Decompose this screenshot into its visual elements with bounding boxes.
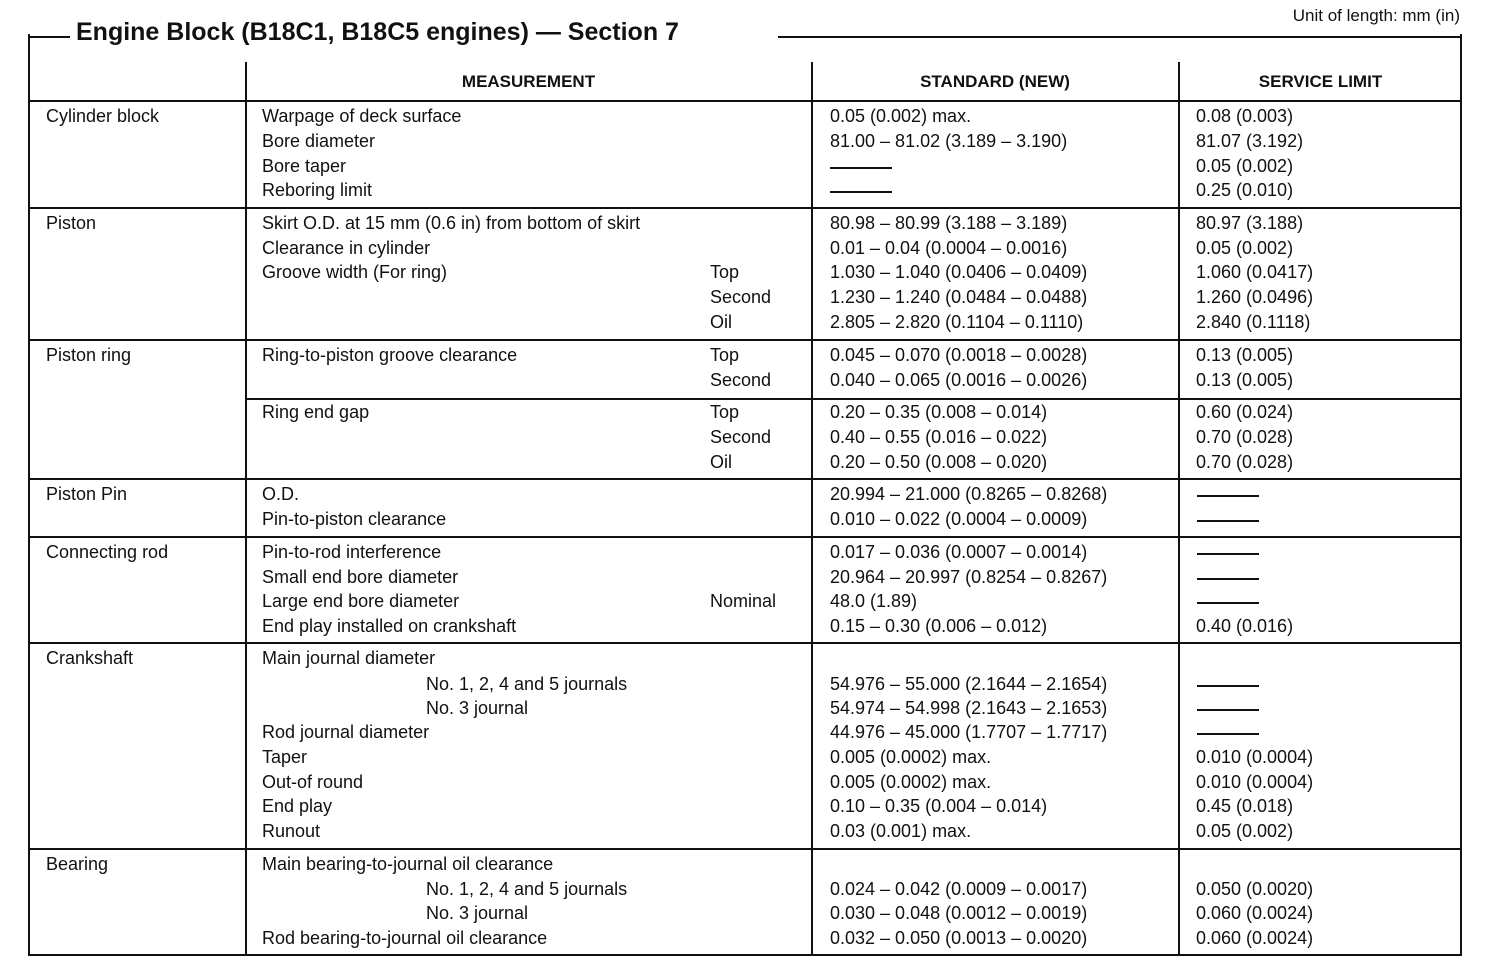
qualifier-cell: Second <box>710 370 772 390</box>
section-label: Piston ring <box>46 345 132 365</box>
service-limit-cell: 2.840 (0.1118) <box>1196 312 1311 332</box>
standard-cell: 44.976 – 45.000 (1.7707 – 1.7717) <box>830 722 1108 742</box>
standard-cell: 0.20 – 0.50 (0.008 – 0.020) <box>830 452 1048 472</box>
measurement-subcell: No. 1, 2, 4 and 5 journals <box>426 674 628 694</box>
row-divider <box>28 339 1462 341</box>
standard-cell: 81.00 – 81.02 (3.189 – 3.190) <box>830 131 1068 151</box>
section-label: Crankshaft <box>46 648 134 668</box>
measurement-subcell: No. 1, 2, 4 and 5 journals <box>426 879 628 899</box>
measurement-cell: End play <box>262 796 333 816</box>
measurement-cell: Rod bearing-to-journal oil clearance <box>262 928 548 948</box>
standard-cell: 0.005 (0.0002) max. <box>830 747 992 767</box>
measurement-cell: Main journal diameter <box>262 648 436 668</box>
section-label: Piston Pin <box>46 484 128 504</box>
standard-cell: 0.40 – 0.55 (0.016 – 0.022) <box>830 427 1048 447</box>
service-limit-cell: 0.010 (0.0004) <box>1196 772 1314 792</box>
service-limit-cell: 0.13 (0.005) <box>1196 345 1294 365</box>
standard-cell: 0.01 – 0.04 (0.0004 – 0.0016) <box>830 238 1068 258</box>
row-divider <box>28 100 1462 102</box>
standard-cell: 0.005 (0.0002) max. <box>830 772 992 792</box>
standard-dash <box>830 167 892 169</box>
section-label: Cylinder block <box>46 106 160 126</box>
measurement-cell: Ring end gap <box>262 402 370 422</box>
qualifier-cell: Second <box>710 287 772 307</box>
qualifier-cell: Top <box>710 262 740 282</box>
col-divider-1 <box>245 62 247 956</box>
header-service-limit: SERVICE LIMIT <box>1258 72 1383 91</box>
service-limit-cell: 0.08 (0.003) <box>1196 106 1294 126</box>
measurement-cell: Ring-to-piston groove clearance <box>262 345 518 365</box>
measurement-cell: Runout <box>262 821 321 841</box>
row-divider <box>28 207 1462 209</box>
row-divider <box>28 848 1462 850</box>
qualifier-cell: Oil <box>710 312 732 332</box>
standard-cell: 2.805 – 2.820 (0.1104 – 0.1110) <box>830 312 1084 332</box>
qualifier-cell: Second <box>710 427 772 447</box>
standard-cell: 0.10 – 0.35 (0.004 – 0.014) <box>830 796 1048 816</box>
service-limit-cell: 0.060 (0.0024) <box>1196 928 1314 948</box>
service-limit-cell: 0.70 (0.028) <box>1196 427 1294 447</box>
section-label: Piston <box>46 213 97 233</box>
standard-cell: 1.230 – 1.240 (0.0484 – 0.0488) <box>830 287 1088 307</box>
standard-dash <box>830 191 892 193</box>
standard-cell: 0.05 (0.002) max. <box>830 106 972 126</box>
measurement-cell: End play installed on crankshaft <box>262 616 517 636</box>
measurement-cell: Bore taper <box>262 156 347 176</box>
measurement-cell: Pin-to-piston clearance <box>262 509 447 529</box>
service-limit-dash <box>1197 602 1259 604</box>
row-divider <box>28 478 1462 480</box>
standard-cell: 0.024 – 0.042 (0.0009 – 0.0017) <box>830 879 1088 899</box>
row-divider <box>28 536 1462 538</box>
col-divider-3 <box>1178 62 1180 956</box>
measurement-cell: Groove width (For ring) <box>262 262 448 282</box>
standard-cell: 1.030 – 1.040 (0.0406 – 0.0409) <box>830 262 1088 282</box>
service-limit-cell: 80.97 (3.188) <box>1196 213 1304 233</box>
service-limit-cell: 0.70 (0.028) <box>1196 452 1294 472</box>
service-limit-dash <box>1197 578 1259 580</box>
service-limit-cell: 0.060 (0.0024) <box>1196 903 1314 923</box>
service-limit-cell: 0.05 (0.002) <box>1196 156 1294 176</box>
measurement-cell: Small end bore diameter <box>262 567 459 587</box>
header-standard: STANDARD (NEW) <box>920 72 1070 91</box>
qualifier-cell: Nominal <box>710 591 777 611</box>
standard-cell: 0.03 (0.001) max. <box>830 821 972 841</box>
service-limit-cell: 0.05 (0.002) <box>1196 238 1294 258</box>
service-limit-cell: 0.45 (0.018) <box>1196 796 1294 816</box>
service-limit-cell: 1.060 (0.0417) <box>1196 262 1314 282</box>
standard-cell: 0.045 – 0.070 (0.0018 – 0.0028) <box>830 345 1088 365</box>
qualifier-cell: Oil <box>710 452 732 472</box>
measurement-subcell: No. 3 journal <box>426 903 529 923</box>
standard-cell: 20.994 – 21.000 (0.8265 – 0.8268) <box>830 484 1108 504</box>
standard-cell: 0.20 – 0.35 (0.008 – 0.014) <box>830 402 1048 422</box>
service-limit-cell: 0.25 (0.010) <box>1196 180 1294 200</box>
service-limit-cell: 0.40 (0.016) <box>1196 616 1294 636</box>
standard-cell: 0.030 – 0.048 (0.0012 – 0.0019) <box>830 903 1088 923</box>
service-limit-cell: 0.13 (0.005) <box>1196 370 1294 390</box>
service-limit-dash <box>1197 520 1259 522</box>
measurement-cell: Main bearing-to-journal oil clearance <box>262 854 554 874</box>
standard-cell: 20.964 – 20.997 (0.8254 – 0.8267) <box>830 567 1108 587</box>
service-limit-cell: 81.07 (3.192) <box>1196 131 1304 151</box>
measurement-subcell: No. 3 journal <box>426 698 529 718</box>
row-divider <box>28 642 1462 644</box>
standard-cell: 54.974 – 54.998 (2.1643 – 2.1653) <box>830 698 1108 718</box>
service-limit-dash <box>1197 709 1259 711</box>
section-label: Bearing <box>46 854 109 874</box>
service-limit-cell: 0.60 (0.024) <box>1196 402 1294 422</box>
service-limit-dash <box>1197 553 1259 555</box>
page-title: Engine Block (B18C1, B18C5 engines) — Section 7 <box>70 18 685 47</box>
service-limit-cell: 0.050 (0.0020) <box>1196 879 1314 899</box>
col-divider-2 <box>811 62 813 956</box>
standard-cell: 0.040 – 0.065 (0.0016 – 0.0026) <box>830 370 1088 390</box>
service-limit-dash <box>1197 685 1259 687</box>
header-measurement: MEASUREMENT <box>461 72 596 91</box>
standard-cell: 80.98 – 80.99 (3.188 – 3.189) <box>830 213 1068 233</box>
measurement-cell: Warpage of deck surface <box>262 106 462 126</box>
measurement-cell: Large end bore diameter <box>262 591 460 611</box>
service-limit-dash <box>1197 733 1259 735</box>
measurement-cell: Skirt O.D. at 15 mm (0.6 in) from bottom of skirt <box>262 213 641 233</box>
service-limit-cell: 0.010 (0.0004) <box>1196 747 1314 767</box>
qualifier-cell: Top <box>710 402 740 422</box>
unit-note: Unit of length: mm (in) <box>1292 6 1460 25</box>
standard-cell: 48.0 (1.89) <box>830 591 918 611</box>
service-limit-cell: 0.05 (0.002) <box>1196 821 1294 841</box>
standard-cell: 0.15 – 0.30 (0.006 – 0.012) <box>830 616 1048 636</box>
measurement-cell: Taper <box>262 747 308 767</box>
standard-cell: 54.976 – 55.000 (2.1644 – 2.1654) <box>830 674 1108 694</box>
measurement-cell: Out-of round <box>262 772 364 792</box>
standard-cell: 0.017 – 0.036 (0.0007 – 0.0014) <box>830 542 1088 562</box>
measurement-cell: Pin-to-rod interference <box>262 542 442 562</box>
measurement-cell: Reboring limit <box>262 180 373 200</box>
service-limit-cell: 1.260 (0.0496) <box>1196 287 1314 307</box>
qualifier-cell: Top <box>710 345 740 365</box>
measurement-cell: O.D. <box>262 484 300 504</box>
measurement-cell: Rod journal diameter <box>262 722 430 742</box>
service-limit-dash <box>1197 495 1259 497</box>
measurement-cell: Bore diameter <box>262 131 376 151</box>
measurement-cell: Clearance in cylinder <box>262 238 431 258</box>
standard-cell: 0.032 – 0.050 (0.0013 – 0.0020) <box>830 928 1088 948</box>
standard-cell: 0.010 – 0.022 (0.0004 – 0.0009) <box>830 509 1088 529</box>
section-label: Connecting rod <box>46 542 169 562</box>
